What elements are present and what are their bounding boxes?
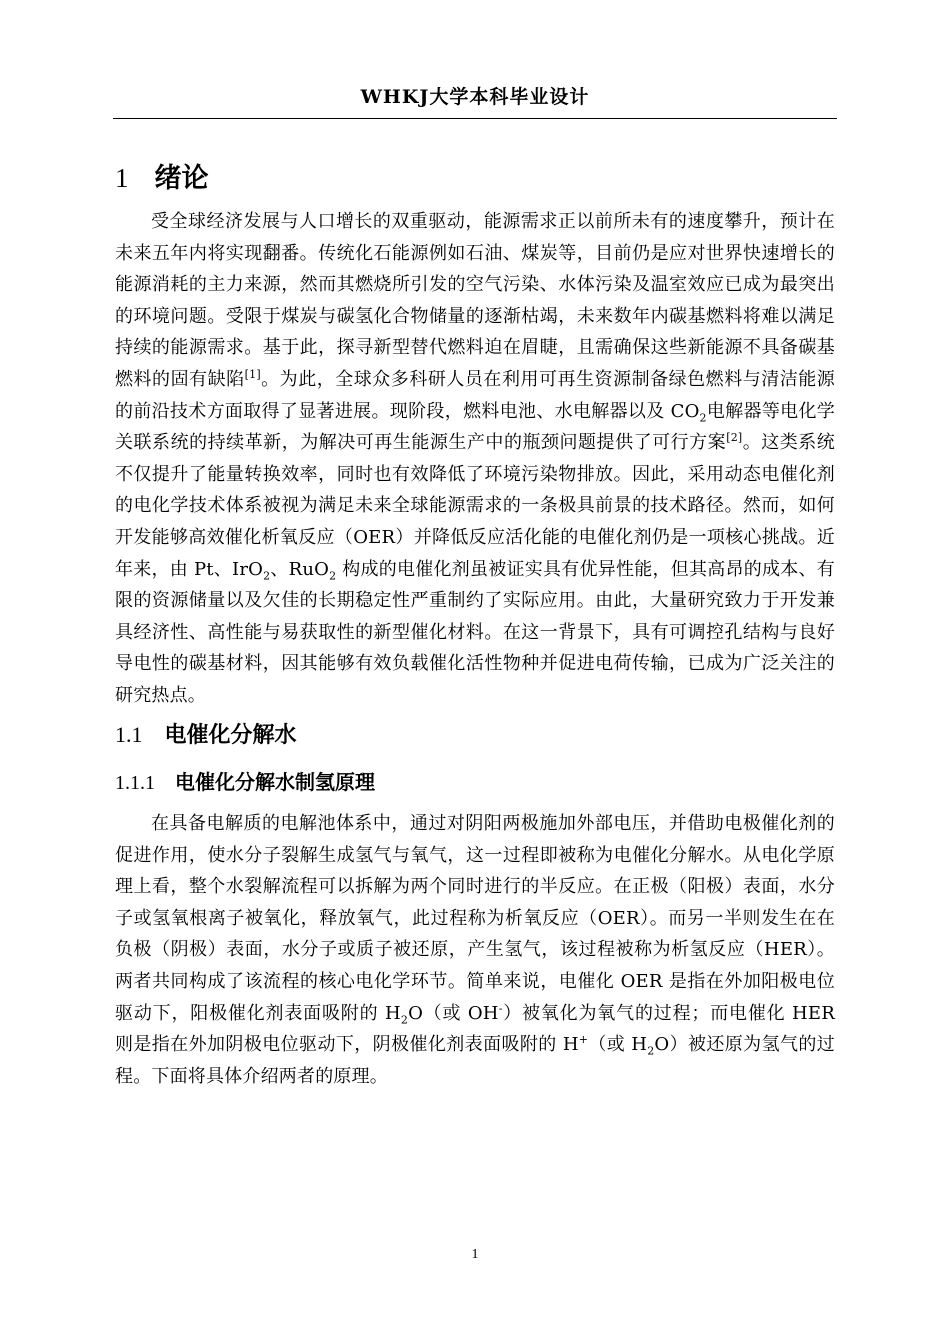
- principle-text-3: ）被氧化为氧气的过程；而电催化 HER 则是指在外加阴极电位驱动下，阴极催化剂表面吸附的 H: [115, 1002, 835, 1056]
- subscript-h2o-a: 2: [400, 1013, 409, 1027]
- subscript-ruo2: 2: [329, 569, 337, 583]
- principle-text-2: O（或 OH: [408, 1002, 499, 1024]
- superscript-oh: -: [498, 1001, 503, 1015]
- page-header: WHKJ大学本科毕业设计: [360, 86, 590, 108]
- superscript-h: +: [578, 1033, 589, 1047]
- section-title: 电催化分解水: [164, 723, 297, 748]
- intro-text-3: 电解器等电化学关联系统的持续革新，为解决可再生能源生产中的瓶颈问题提供了可行方案: [115, 400, 835, 454]
- page-number: 1: [471, 1247, 479, 1262]
- section-number: 1.1: [115, 722, 143, 747]
- principle-text-5: O）被还原为氢气的过程。下面将具体介绍两者的原理。: [115, 1034, 836, 1087]
- subscript-co2: 2: [699, 411, 707, 425]
- intro-text-4: 。这类系统不仅提升了能量转换效率，同时也有效降低了环境污染物排放。因此，采用动态电催化剂的电化学技术体系被视为满足未来全球能源需求的一条极具前景的技术路径。然而，如何开发能够高效催化析氧反应（OER）并降低反应活化能的电催化剂仍是一项核心挑战。近年来，由 Pt、IrO: [115, 432, 835, 580]
- principle-text-4: （或 H: [588, 1034, 648, 1056]
- intro-paragraph: [115, 206, 835, 712]
- subscript-h2o-b: 2: [647, 1044, 655, 1058]
- intro-text-1: 受全球经济发展与人口增长的双重驱动，能源需求正以前所未有的速度攀升，预计在未来五年内将实现翻番。传统化石能源例如石油、煤炭等，目前仍是应对世界快速增长的能源消耗的主力来源，然而其燃烧所引发的空气污染、水体污染及温室效应已成为最突出的环境问题。受限于煤炭与碳氢化合物储量的逐渐枯竭，未来数年内碳基燃料将难以满足持续的能源需求。基于此，探寻新型替代燃料迫在眉睫，且需确保这些新能源不具备碳基燃料的固有缺陷: [115, 211, 835, 390]
- subsection-title: 电催化分解水制氢原理: [175, 770, 375, 794]
- section-heading: [115, 718, 297, 749]
- subsection-number: 1.1.1: [115, 772, 155, 794]
- subscript-iro2: 2: [263, 569, 271, 583]
- principle-text-1: 在具备电解质的电解池体系中，通过对阴阳两极施加外部电压，并借助电极催化剂的促进作用，使水分子裂解生成氢气与氧气，这一过程即被称为电催化分解水。从电化学原理上看，整个水裂解流程可以拆解为两个同时进行的半反应。在正极（阳极）表面，水分子或氢氧根离子被氧化，释放氧气，此过程称为析氧反应（OER）。而另一半则发生在在负极（阴极）表面，水分子或质子被还原，产生氢气，该过程被称为析氢反应（HER）。两者共同构成了该流程的核心电化学环节。简单来说，电催化 OER 是指在外加阳极电位驱动下，阳极催化剂表面吸附的 H: [115, 813, 835, 1024]
- subsection-heading: [115, 766, 375, 795]
- header-rule: [113, 118, 837, 119]
- intro-text-6: 构成的电催化剂虽被证实具有优异性能，但其高昂的成本、有限的资源储量以及欠佳的长期稳定性严重制约了实际应用。由此，大量研究致力于开发兼具经济性、高性能与易获取性的新型催化材料。在这一背景下，具有可调控孔结构与良好导电性的碳基材料，因其能够有效负载催化活性物种并促进电荷传输，已成为广泛关注的研究热点。: [115, 558, 835, 706]
- chapter-heading: [115, 156, 209, 195]
- intro-text-5: 、RuO: [270, 558, 330, 580]
- principle-paragraph: [115, 808, 835, 1092]
- citation-2: [2]: [726, 431, 743, 445]
- intro-text-2: 。为此，全球众多科研人员在利用可再生资源制备绿色燃料与清洁能源的前沿技术方面取得了显著进展。现阶段，燃料电池、水电解器以及 CO: [115, 368, 835, 422]
- chapter-title: 绪论: [154, 163, 209, 194]
- citation-1: [1]: [244, 367, 261, 381]
- chapter-number: 1: [115, 163, 129, 193]
